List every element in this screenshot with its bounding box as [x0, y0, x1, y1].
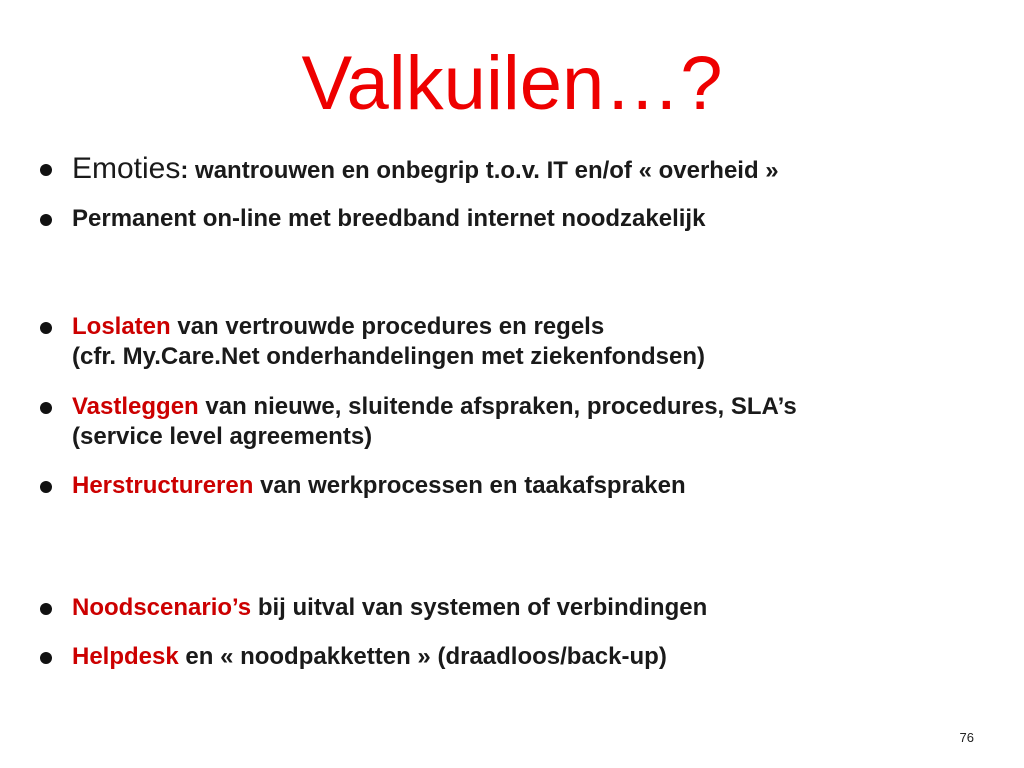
bullet-dot-icon — [40, 481, 52, 493]
bullet-keyword: Vastleggen — [72, 393, 199, 420]
bullet-rest: van nieuwe, sluitende afspraken, procedures, SLA’s — [198, 393, 797, 420]
bullet-dot-icon — [40, 164, 52, 176]
bullet-dot-icon — [40, 214, 52, 226]
bullet-dot-icon — [40, 402, 52, 414]
bullet-dot-icon — [40, 322, 52, 334]
bullet-keyword: Emoties — [72, 152, 181, 185]
bullet-dot-icon — [40, 652, 52, 664]
bullet-text — [72, 392, 972, 422]
bullet-text — [72, 593, 972, 623]
bullet-text — [72, 642, 972, 672]
bullet-text — [72, 471, 972, 501]
page-number: 76 — [959, 730, 974, 745]
bullet-rest: van vertrouwde procedures en regels — [170, 313, 605, 340]
bullet-rest: van werkprocessen en taakafspraken — [253, 472, 686, 499]
slide-title: Valkuilen…? — [301, 41, 723, 126]
bullet-rest: Permanent on-line met breedband internet noodzakelijk — [72, 205, 706, 232]
bullet-text-line2: (service level agreements) — [72, 423, 373, 450]
bullet-keyword: Noodscenario’s — [72, 594, 252, 621]
bullet-rest: bij uitval van systemen of verbindingen — [251, 594, 708, 621]
bullet-rest: en « noodpakketten » (draadloos/back-up) — [178, 643, 667, 670]
bullet-text — [72, 154, 972, 186]
bullet-text-line2: (cfr. My.Care.Net onderhandelingen met ziekenfondsen) — [72, 343, 705, 370]
bullet-text — [72, 204, 972, 234]
bullet-keyword: Herstructureren — [72, 472, 254, 499]
bullet-keyword: Loslaten — [72, 313, 171, 340]
bullet-dot-icon — [40, 603, 52, 615]
bullet-text — [72, 312, 972, 342]
bullet-rest: : wantrouwen en onbegrip t.o.v. IT en/of « overheid » — [180, 157, 779, 184]
bullet-keyword: Helpdesk — [72, 643, 179, 670]
